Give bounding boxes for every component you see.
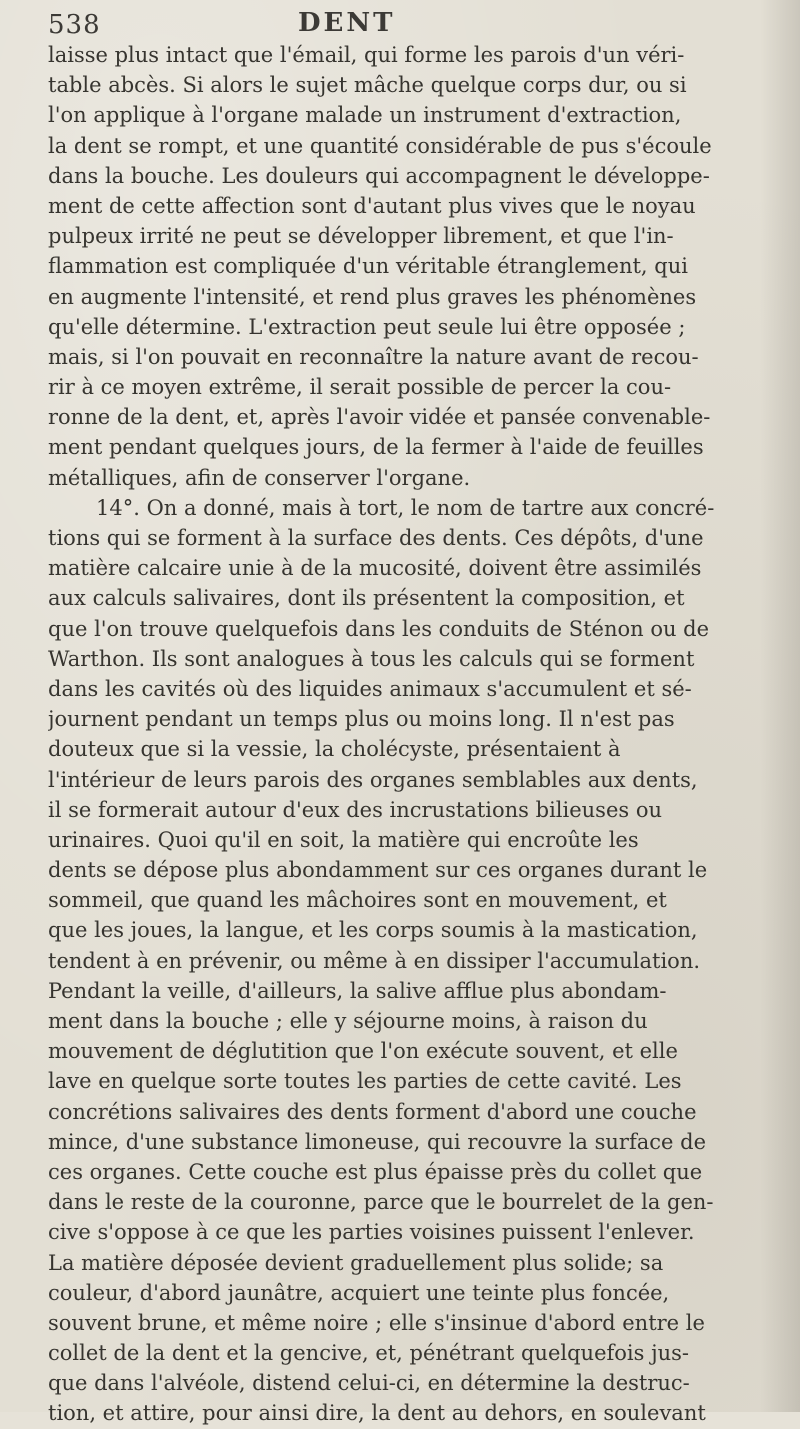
- paragraph-start-line: 14°. On a donné, mais à tort, le nom de tartre aux concré-: [96, 495, 715, 520]
- text-line: que l'on trouve quelquefois dans les conduits de Sténon ou de: [48, 616, 710, 641]
- page-header: [48, 8, 748, 42]
- text-line: ces organes. Cette couche est plus épaisse près du collet que: [48, 1159, 703, 1184]
- text-line: ment dans la bouche ; elle y séjourne moins, à raison du: [48, 1009, 648, 1033]
- text-line: flammation est compliquée d'un véritable étranglement, qui: [48, 254, 688, 279]
- text-line: collet de la dent et la gencive, et, pénétrant quelquefois jus-: [48, 1341, 689, 1366]
- text-line: urinaires. Quoi qu'il en soit, la matière qui encroûte les: [48, 827, 639, 852]
- text-line: en augmente l'intensité, et rend plus graves les phénomènes: [48, 284, 697, 309]
- text-line: ment de cette affection sont d'autant plus vives que le noyau: [48, 193, 696, 218]
- text-line: métalliques, afin de conserver l'organe.: [48, 465, 471, 490]
- text-line: souvent brune, et même noire ; elle s'insinue d'abord entre le: [48, 1310, 705, 1335]
- body-text: [48, 40, 768, 1429]
- text-line: que dans l'alvéole, distend celui-ci, en détermine la destruc-: [48, 1371, 690, 1396]
- text-line: mais, si l'on pouvait en reconnaître la nature avant de recou-: [48, 344, 699, 369]
- text-line: mouvement de déglutition que l'on exécute souvent, et elle: [48, 1039, 678, 1064]
- text-line: il se formerait autour d'eux des incrustations bilieuses ou: [48, 797, 662, 822]
- text-line: ronne de la dent, et, après l'avoir vidée et pansée convenable-: [48, 405, 711, 430]
- text-line: que les joues, la langue, et les corps soumis à la mastication,: [48, 918, 698, 943]
- text-line: l'on applique à l'organe malade un instrument d'extraction,: [48, 103, 682, 128]
- text-line: douteux que si la vessie, la cholécyste, présentaient à: [48, 737, 621, 762]
- page-edge-shadow: [760, 0, 800, 1412]
- text-line: dans le reste de la couronne, parce que le bourrelet de la gen-: [48, 1190, 714, 1215]
- text-line: laisse plus intact que l'émail, qui forme les parois d'un véri-: [48, 43, 685, 67]
- text-line: dans les cavités où des liquides animaux s'accumulent et sé-: [48, 676, 692, 701]
- text-line: sommeil, que quand les mâchoires sont en mouvement, et: [48, 888, 667, 913]
- text-line: concrétions salivaires des dents forment d'abord une couche: [48, 1099, 697, 1124]
- text-line: l'intérieur de leurs parois des organes semblables aux dents,: [48, 767, 698, 792]
- text-line: table abcès. Si alors le sujet mâche quelque corps dur, ou si: [48, 73, 687, 98]
- text-line: la dent se rompt, et une quantité considérable de pus s'écoule: [48, 133, 712, 158]
- text-line: Warthon. Ils sont analogues à tous les calculs qui se forment: [48, 646, 695, 671]
- text-line: mince, d'une substance limoneuse, qui recouvre la surface de: [48, 1129, 706, 1154]
- text-line: rir à ce moyen extrême, il serait possible de percer la cou-: [48, 375, 672, 400]
- text-line: qu'elle détermine. L'extraction peut seule lui être opposée ;: [48, 314, 686, 339]
- text-line: aux calculs salivaires, dont ils présentent la composition, et: [48, 586, 685, 611]
- text-line: cive s'oppose à ce que les parties voisines puissent l'enlever.: [48, 1220, 695, 1245]
- text-line: matière calcaire unie à de la mucosité, doivent être assimilés: [48, 556, 702, 581]
- text-line: La matière déposée devient graduellement plus solide; sa: [48, 1250, 664, 1275]
- text-line: tendent à en prévenir, ou même à en dissiper l'accumulation.: [48, 948, 701, 973]
- text-line: pulpeux irrité ne peut se développer librement, et que l'in-: [48, 224, 674, 249]
- text-line: dents se dépose plus abondamment sur ces organes durant le: [48, 858, 708, 883]
- text-line: dans la bouche. Les douleurs qui accompagnent le développe-: [48, 163, 710, 188]
- page-number: 538: [48, 10, 101, 40]
- text-line: journent pendant un temps plus ou moins long. Il n'est pas: [48, 707, 675, 732]
- running-head: DENT: [298, 8, 396, 38]
- text-line: tions qui se forment à la surface des dents. Ces dépôts, d'une: [48, 526, 704, 550]
- text-line: ment pendant quelques jours, de la fermer à l'aide de feuilles: [48, 435, 704, 460]
- text-line: tion, et attire, pour ainsi dire, la dent au dehors, en soulevant: [48, 1401, 706, 1426]
- text-line: lave en quelque sorte toutes les parties de cette cavité. Les: [48, 1069, 682, 1094]
- text-line: couleur, d'abord jaunâtre, acquiert une teinte plus foncée,: [48, 1280, 670, 1305]
- text-line: Pendant la veille, d'ailleurs, la salive afflue plus abondam-: [48, 978, 667, 1003]
